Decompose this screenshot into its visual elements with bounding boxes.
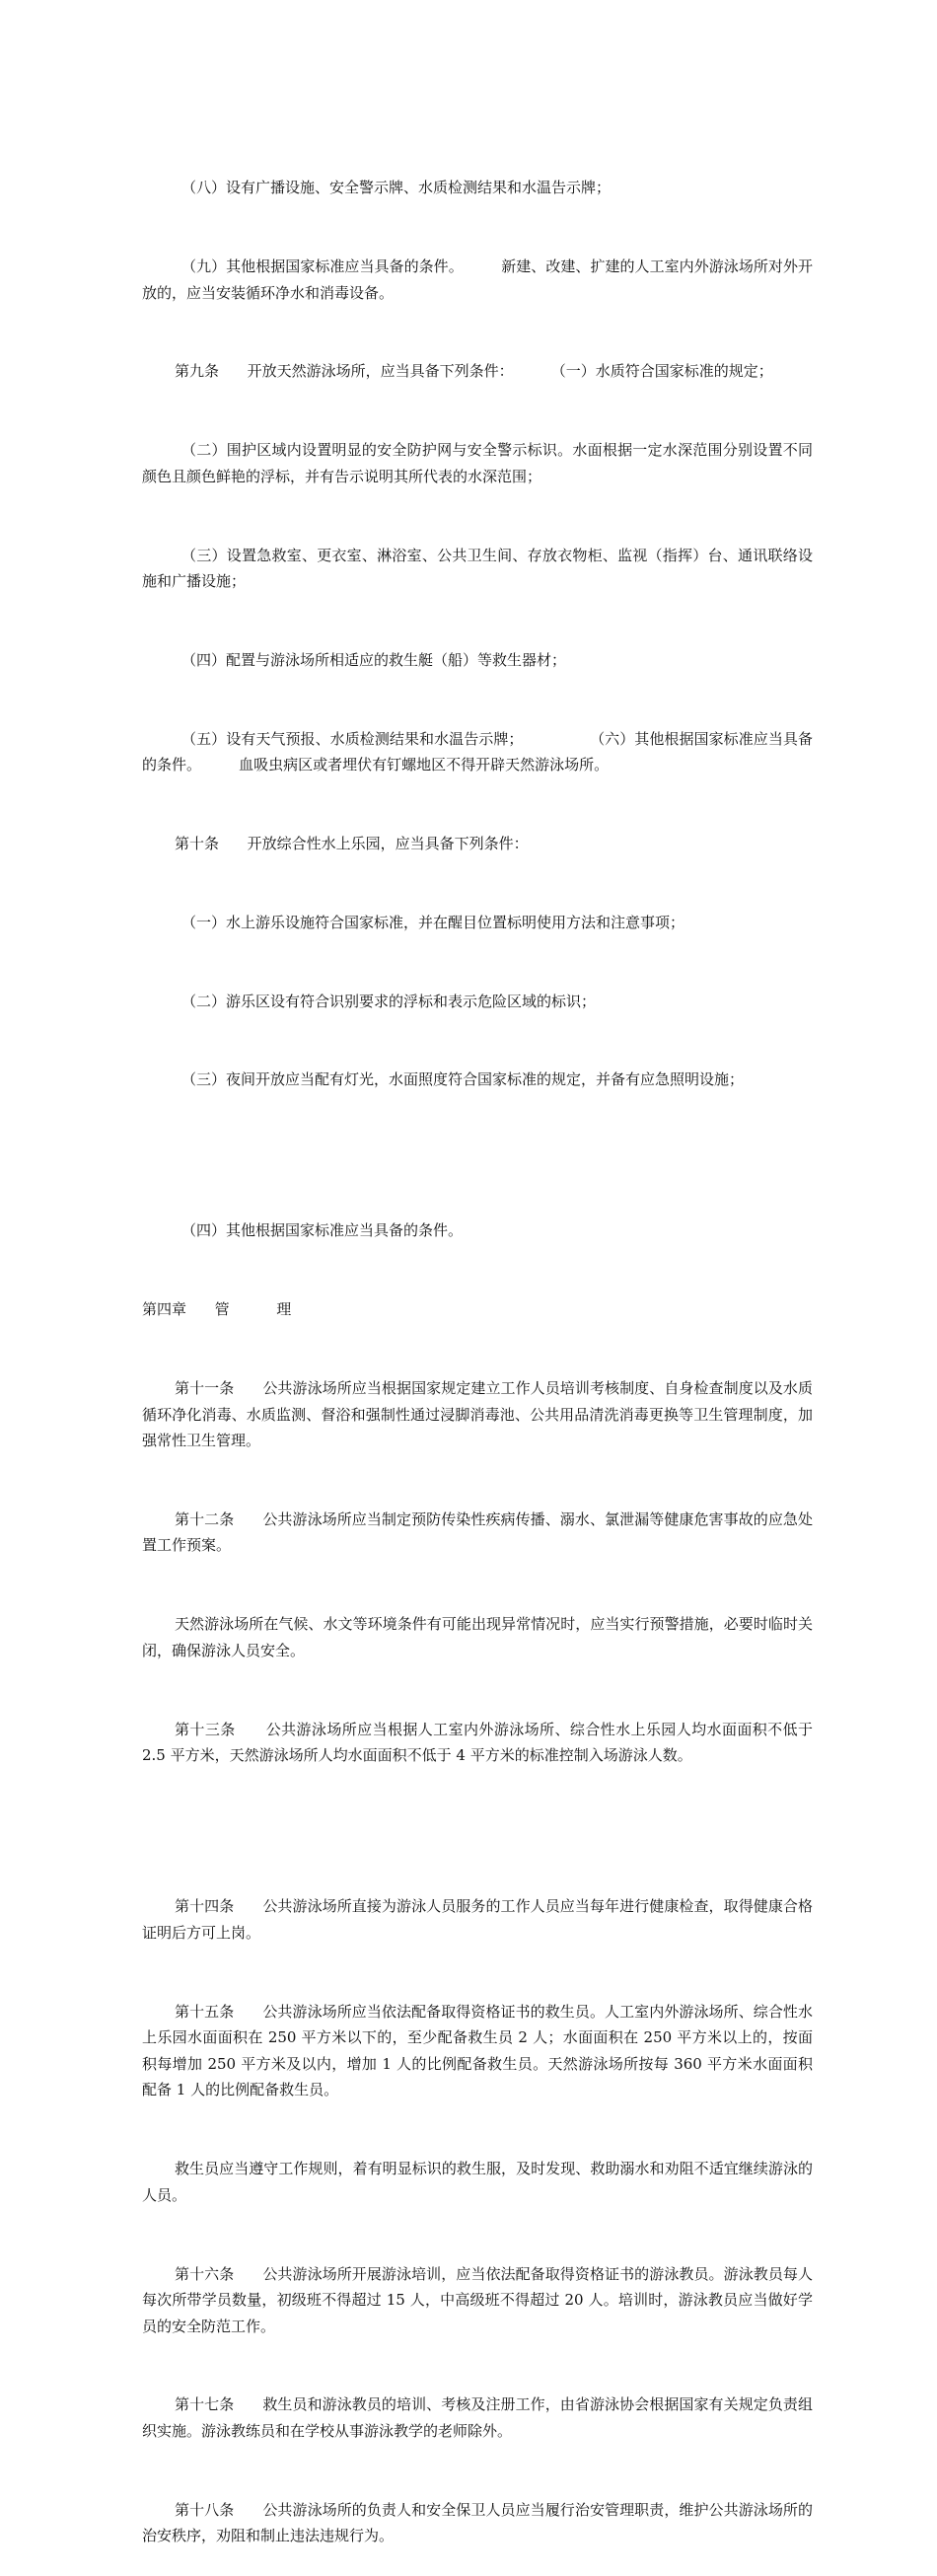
spacer [142,1145,813,1165]
chapter-heading: 第四章 管 理 [142,1300,292,1319]
article-9: 第九条 开放天然游泳场所，应当具备下列条件： （一）水质符合国家标准的规定； [175,362,773,381]
paragraph-item-9: （九）其他根据国家标准应当具备的条件。 新建、改建、扩建的人工室内外游泳场所对外开放的，应当安装循环净水和消毒设备。 [142,257,813,302]
article-16: 第十六条 公共游泳场所开展游泳培训，应当依法配备取得资格证书的游泳教员。游泳教员每人每次所带学员数量，初级班不得超过 15 人，中高级班不得超过 20 人。培训时，游泳教员应当做好学员的安全防范工作。 [142,2264,813,2335]
article-11: 第十一条 公共游泳场所应当根据国家规定建立工作人员培训考核制度、自身检查制度以及水质循环净化消毒、水质监测、督浴和强制性通过浸脚消毒池、公共用品清洗消毒更换等卫生管理制度，加强常性卫生管理。 [142,1378,813,1450]
paragraph-item-3: （三）设置急救室、更衣室、淋浴室、公共卫生间、存放衣物柜、监视（指挥）台、通讯联络设施和广播设施； [142,546,813,591]
article-12: 第十二条 公共游泳场所应当制定预防传染性疾病传播、溺水、氯泄漏等健康危害事故的应急处置工作预案。 [142,1509,813,1555]
paragraph-item-2: （二）围护区域内设置明显的安全防护网与安全警示标识。水面根据一定水深范围分别设置不同颜色且颜色鲜艳的浮标，并有告示说明其所代表的水深范围； [142,441,813,485]
paragraph-item-2b: （二）游乐区设有符合识别要求的浮标和表示危险区域的标识； [181,992,597,1010]
paragraph-item-1: （一）水上游乐设施符合国家标准，并在醒目位置标明使用方法和注意事项； [181,913,685,931]
article-15: 第十五条 公共游泳场所应当依法配备取得资格证书的救生员。人工室内外游泳场所、综合性水上乐园水面面积在 250 平方米以下的，至少配备救生员 2 人；水面面积在 250 平方米以上的，按面积每增加 250 平方米及以内，增加 1 人的比例配备救生员。天然游泳场所按每 360 平方米水面面积配备 1 人的比例配备救生员。 [142,2002,813,2099]
paragraph-item-4: （四）配置与游泳场所相适应的救生艇（船）等救生器材； [181,650,567,669]
article-14: 第十四条 公共游泳场所直接为游泳人员服务的工作人员应当每年进行健康检查，取得健康合格证明后方可上岗。 [142,1897,813,1942]
paragraph-item-5: （五）设有天气预报、水质检测结果和水温告示牌； （六）其他根据国家标准应当具备的条件。 血吸虫病区或者埋伏有钉螺地区不得开辟天然游泳场所。 [142,729,813,774]
spacer [142,1821,813,1841]
paragraph-item-8: （八）设有广播设施、安全警示牌、水质检测结果和水温告示牌； [181,179,612,197]
article-10: 第十条 开放综合性水上乐园，应当具备下列条件： [175,835,529,853]
article-13: 第十三条 公共游泳场所应当根据人工室内外游泳场所、综合性水上乐园人均水面面积不低于 2.5 平方米，天然游泳场所人均水面面积不低于 4 平方米的标准控制入场游泳人数。 [142,1720,818,1765]
article-15-paragraph: 救生员应当遵守工作规则，着有明显标识的救生服，及时发现、救助溺水和劝阻不适宜继续游泳的人员。 [142,2160,813,2204]
paragraph-item-4b: （四）其他根据国家标准应当具备的条件。 [181,1221,464,1240]
article-12-paragraph: 天然游泳场所在气候、水文等环境条件有可能出现异常情况时，应当实行预警措施，必要时临时关闭，确保游泳人员安全。 [142,1615,813,1659]
document-body [142,122,818,2576]
article-17: 第十七条 救生员和游泳教员的培训、考核及注册工作，由省游泳协会根据国家有关规定负责组织实施。游泳教练员和在学校从事游泳教学的老师除外。 [142,2395,813,2441]
article-18: 第十八条 公共游泳场所的负责人和安全保卫人员应当履行治安管理职责，维护公共游泳场所的治安秩序，劝阻和制止违法违规行为。 [142,2500,813,2545]
paragraph-item-3b: （三）夜间开放应当配有灯光，水面照度符合国家标准的规定，并备有应急照明设施； [181,1070,745,1089]
